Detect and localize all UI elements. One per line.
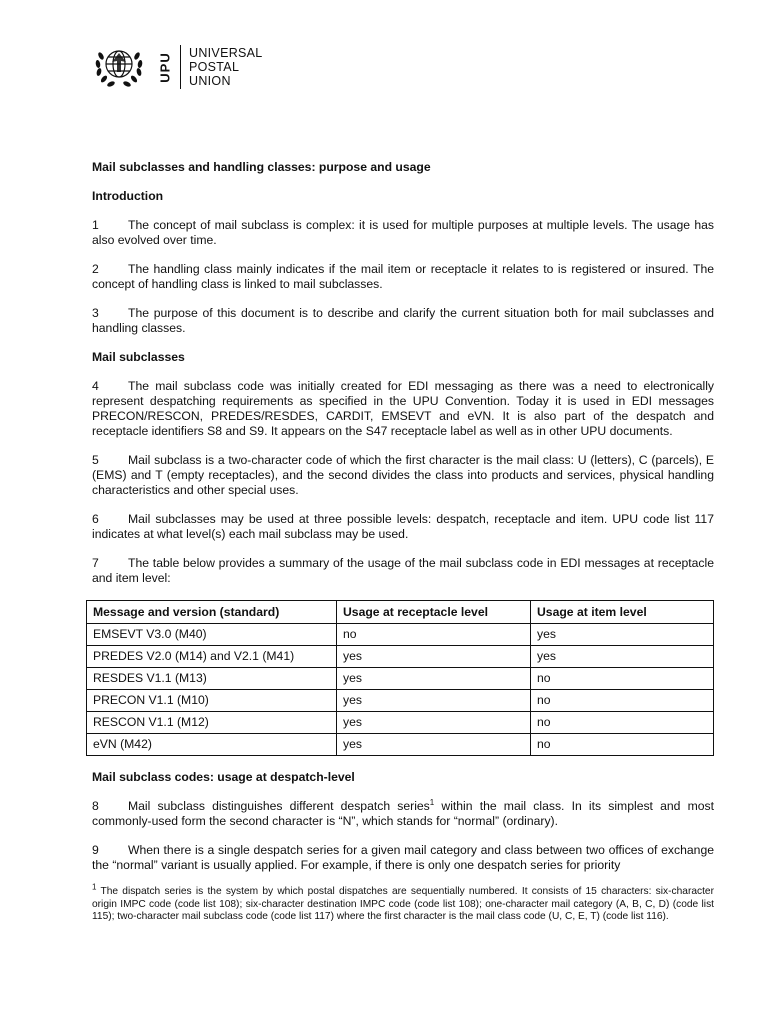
- paragraph-4: 4 The mail subclass code was initially created for EDI messaging as there was a need to electronically represent despatching requirements as specified in the UPU Convention. Today it is used in EDI messages PRECON/RESCON, PREDES/RESDES, CARDIT, EMSEVT and eVN. It is also part of the despatch and receptacle identifiers S8 and S9. It appears on the S47 receptacle label as well as in other UPU documents.: [92, 379, 714, 438]
- table-cell: PRECON V1.1 (M10): [87, 690, 337, 712]
- heading-introduction: Introduction: [92, 189, 164, 203]
- table-cell: PREDES V2.0 (M14) and V2.1 (M41): [87, 646, 337, 668]
- table-row: [87, 646, 714, 668]
- table-cell: yes: [531, 646, 714, 668]
- logo-line-3: UNION: [189, 74, 231, 88]
- logo-line-2: POSTAL: [189, 60, 240, 74]
- paragraph-7: 7 The table below provides a summary of the usage of the mail subclass code in EDI messages at receptacle and item level:: [92, 556, 714, 585]
- table-cell: no: [337, 624, 531, 646]
- table-cell: yes: [337, 690, 531, 712]
- table-header: Message and version (standard): [87, 601, 337, 624]
- table-cell: yes: [337, 646, 531, 668]
- table-cell: RESCON V1.1 (M12): [87, 712, 337, 734]
- document-title: Mail subclasses and handling classes: purpose and usage: [92, 160, 431, 174]
- paragraph-8: 8 Mail subclass distinguishes different despatch series$^1$ within the mail class. In its simplest and most commonly-used form the second character is “N”, which stands for “normal” (ordinary).: [92, 797, 714, 828]
- table-cell: no: [531, 668, 714, 690]
- heading-despatch-level: Mail subclass codes: usage at despatch-level: [92, 770, 355, 784]
- table-row: [87, 668, 714, 690]
- upu-emblem-icon: [88, 42, 150, 92]
- upu-logo: [88, 42, 263, 92]
- paragraph-1: 1 The concept of mail subclass is complex: it is used for multiple purposes at multiple levels. The usage has also evolved over time.: [92, 218, 714, 247]
- paragraph-6: 6 Mail subclasses may be used at three possible levels: despatch, receptacle and item. UPU code list 117 indicates at what level(s) each mail subclass may be used.: [92, 512, 714, 541]
- table-row: [87, 712, 714, 734]
- table-cell: yes: [337, 734, 531, 756]
- logo-line-1: UNIVERSAL: [189, 46, 263, 60]
- table-cell: no: [531, 734, 714, 756]
- logo-wordmark: [189, 46, 263, 88]
- table-header: Usage at receptacle level: [337, 601, 531, 624]
- paragraph-2: 2 The handling class mainly indicates if the mail item or receptacle it relates to is registered or insured. The concept of handling class is linked to mail subclasses.: [92, 262, 714, 291]
- table-row: [87, 624, 714, 646]
- paragraph-9: 9 When there is a single despatch series for a given mail category and class between two offices of exchange the “normal” variant is usually applied. For example, if there is only one despatch series for priority: [92, 843, 714, 872]
- table-cell: yes: [531, 624, 714, 646]
- table-cell: yes: [337, 668, 531, 690]
- table-cell: no: [531, 690, 714, 712]
- table-header: Usage at item level: [531, 601, 714, 624]
- logo-divider: [180, 45, 181, 89]
- footnote-marker: 1: [92, 882, 97, 892]
- document-body: [92, 160, 714, 873]
- footnote-ref: 1: [429, 797, 435, 807]
- table-cell: no: [531, 712, 714, 734]
- table-row: [87, 690, 714, 712]
- paragraph-5: 5 Mail subclass is a two-character code of which the first character is the mail class: U (letters), C (parcels), E (EMS) and T (empty receptacles), and the second divides the class into products and services, physical handling characteristics and other special uses.: [92, 453, 714, 497]
- table-cell: eVN (M42): [87, 734, 337, 756]
- table-cell: RESDES V1.1 (M13): [87, 668, 337, 690]
- edi-usage-table: [86, 600, 714, 756]
- table-cell: yes: [337, 712, 531, 734]
- heading-mail-subclasses: Mail subclasses: [92, 350, 185, 364]
- paragraph-3: 3 The purpose of this document is to describe and clarify the current situation both for mail subclasses and handling classes.: [92, 306, 714, 335]
- table-row: [87, 734, 714, 756]
- table-cell: EMSEVT V3.0 (M40): [87, 624, 337, 646]
- upu-abbreviation: UPU: [157, 51, 173, 83]
- table-header-row: [87, 601, 714, 624]
- footnote: $^1$ The dispatch series is the system by which postal dispatches are sequentially numbered. It consists of 15 characters: six-character origin IMPC code (code list 108); six-character destination IMPC code (code list 108); one-character mail category (A, B, C, D) (code list 115); two-character mail subclass code (code list 117) where the first character is the mail class code (U, C, E, T) (code list 116).: [92, 882, 714, 922]
